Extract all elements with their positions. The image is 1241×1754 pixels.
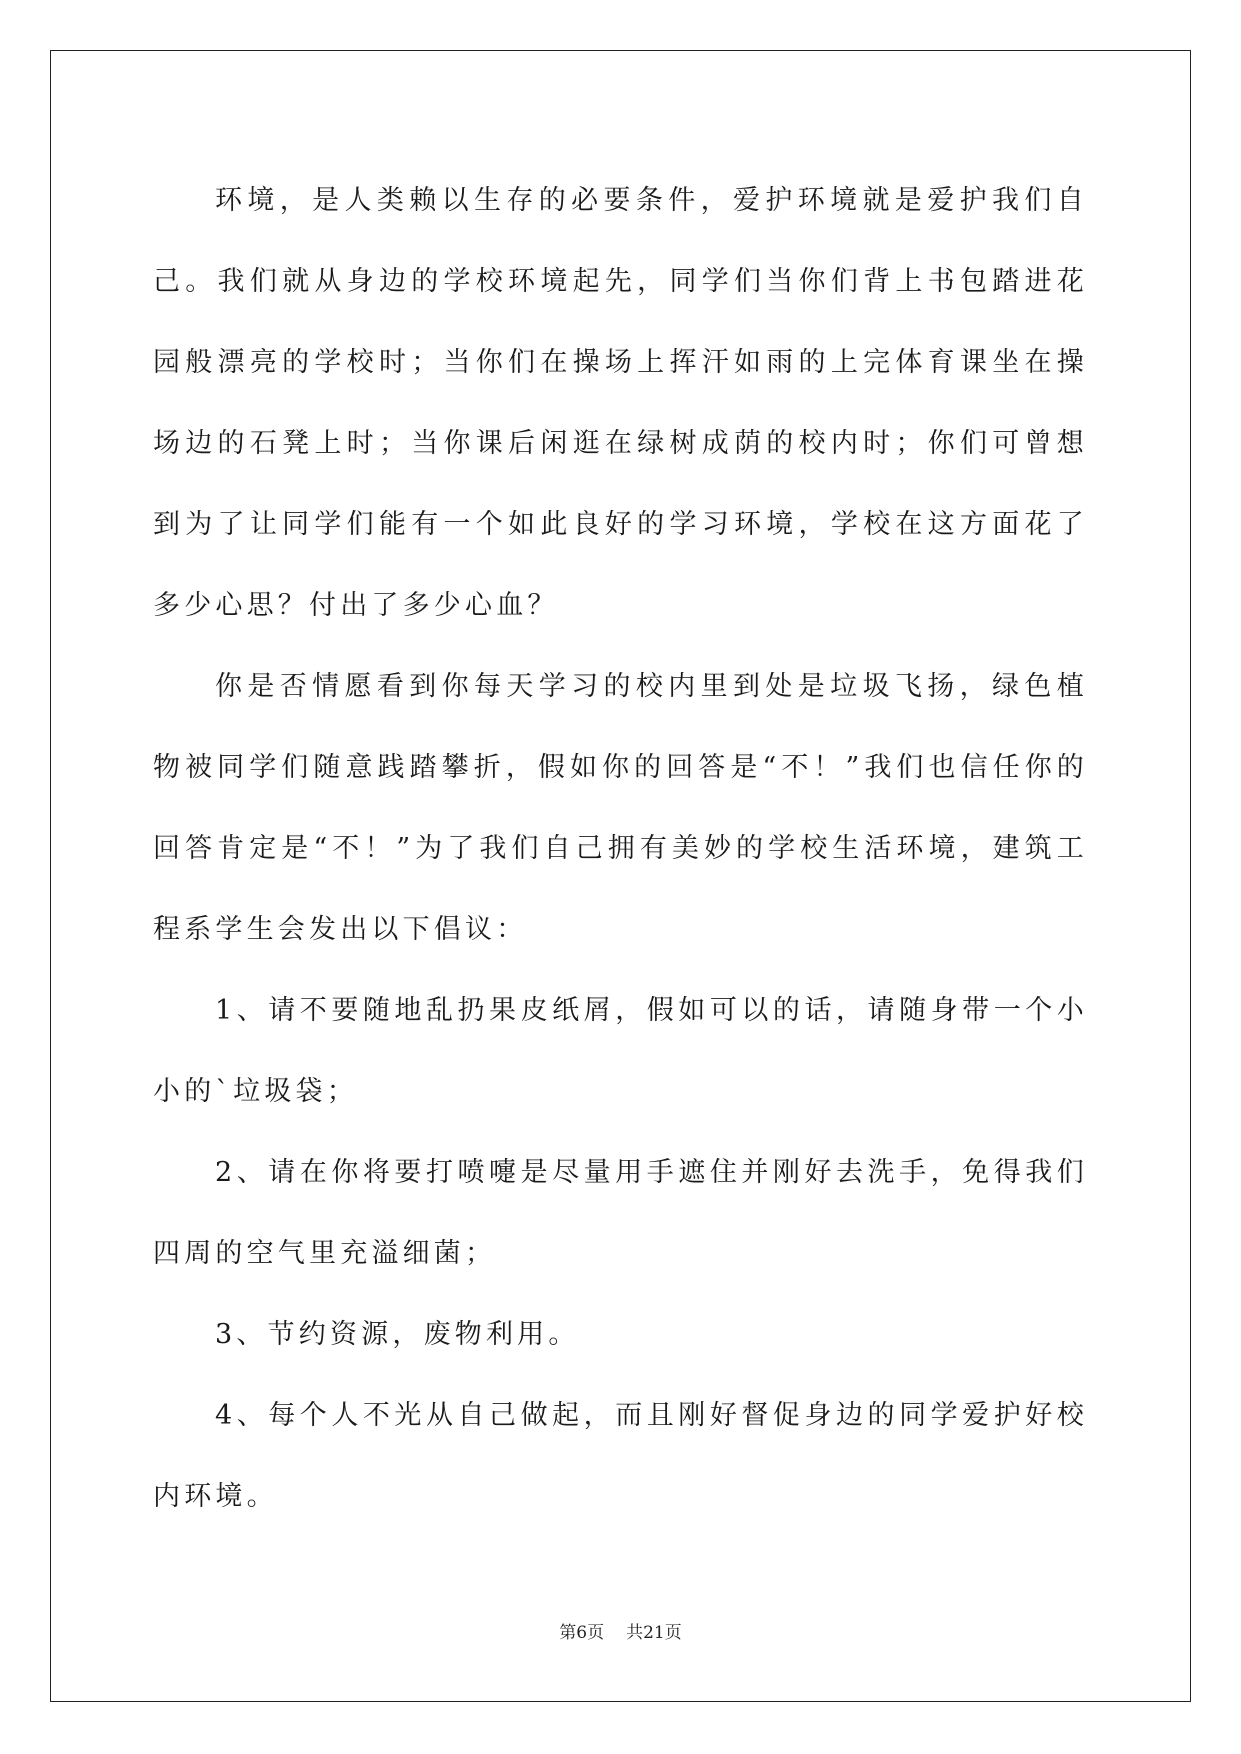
page-number: 第6页 xyxy=(559,1623,605,1643)
paragraph-appeal: 你是否情愿看到你每天学习的校内里到处是垃圾飞扬，绿色植物被同学们随意践踏攀折，假如你的回答是“不！”我们也信任你的回答肯定是“不！”为了我们自己拥有美妙的学校生活环境，建筑工程系学生会发出以下倡议： xyxy=(153,671,1088,945)
proposal-item-1: 1、请不要随地乱扔果皮纸屑，假如可以的话，请随身带一个小小的`垃圾袋； xyxy=(153,995,1088,1107)
page-footer xyxy=(0,1618,1241,1643)
proposal-item-4: 4、每个人不光从自己做起，而且刚好督促身边的同学爱护好校内环境。 xyxy=(153,1400,1088,1512)
page-total: 共21页 xyxy=(626,1623,682,1643)
proposal-item-3: 3、节约资源，废物利用。 xyxy=(215,1319,580,1350)
proposal-item-2: 2、请在你将要打喷嚏是尽量用手遮住并刚好去洗手，免得我们四周的空气里充溢细菌； xyxy=(153,1157,1088,1269)
paragraph-intro: 环境，是人类赖以生存的必要条件，爱护环境就是爱护我们自己。我们就从身边的学校环境起先，同学们当你们背上书包踏进花园般漂亮的学校时；当你们在操场上挥汗如雨的上完体育课坐在操场边的石凳上时；当你课后闲逛在绿树成荫的校内时；你们可曾想到为了让同学们能有一个如此良好的学习环境，学校在这方面花了多少心思？付出了多少心血？ xyxy=(153,185,1088,621)
document-body xyxy=(153,160,1088,1537)
